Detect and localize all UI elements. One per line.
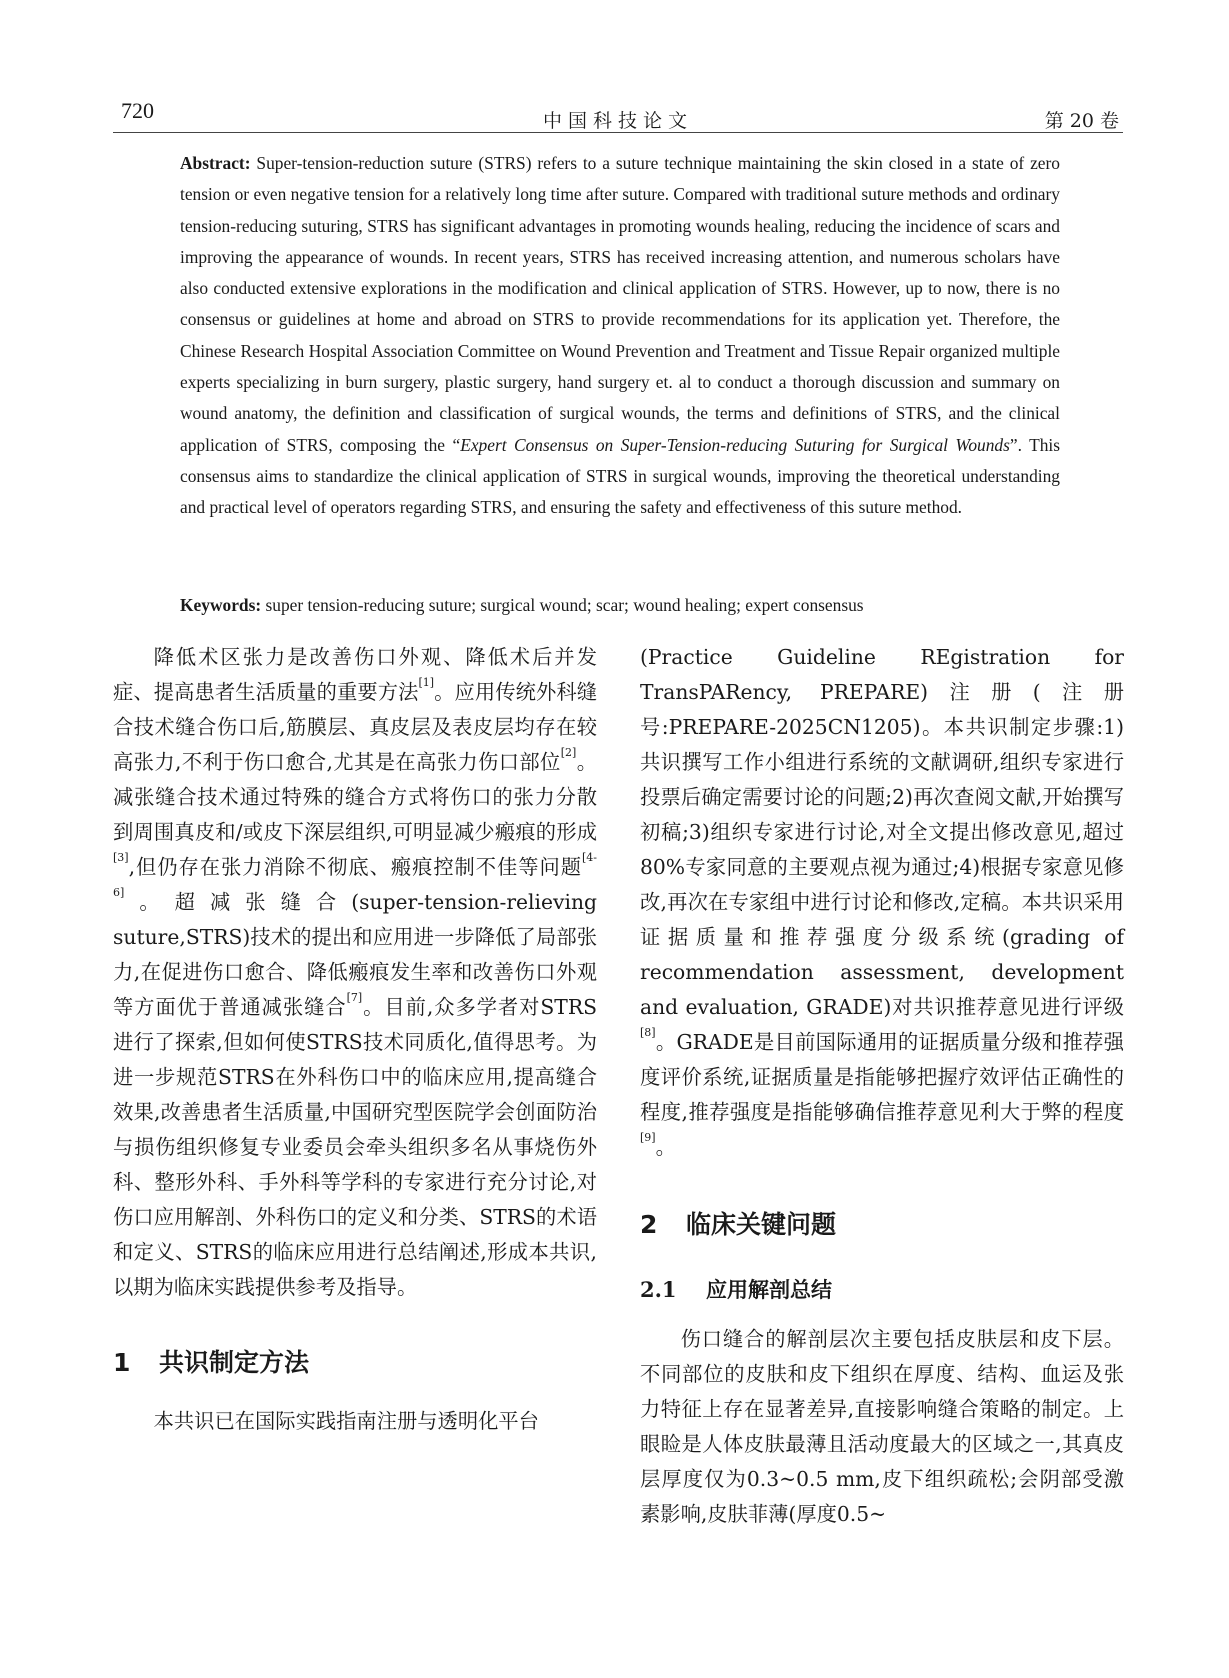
section1-paragraph: 本共识已在国际实践指南注册与透明化平台 xyxy=(153,1409,539,1433)
intro-text-e: 。超减张缝合(super-tension-relieving suture,STRS)技术的提出和应用进一步降低了局部张力,在促进伤口愈合、降低瘢痕发生率和改善伤口外观等方面优于普通减张缝合 xyxy=(113,890,597,1019)
anatomy-paragraph: 伤口缝合的解剖层次主要包括皮肤层和皮下层。不同部位的皮肤和皮下组织在厚度、结构、血运及张力特征上存在显著差异,直接影响缝合策略的制定。上眼睑是人体皮肤最薄且活动度最大的区域之一,其真皮层厚度仅为0.3~0.5 mm,皮下组织疏松;会阴部受激素影响,皮肤菲薄(厚度0.5~ xyxy=(640,1327,1124,1526)
intro-text-d: ,但仍存在张力消除不彻底、瘢痕控制不佳等问题 xyxy=(128,855,582,879)
page-number: 720 xyxy=(121,98,154,123)
citation: [1] xyxy=(418,676,435,689)
citation: [7] xyxy=(346,991,363,1004)
section-heading-1 xyxy=(113,1345,597,1380)
intro-text-b: 。应用传统外科缝合技术缝合伤口后,筋膜层、真皮层及表皮层均存在较高张力,不利于伤口愈合,尤其是在高张力伤口部位 xyxy=(113,680,597,774)
section-number: 1 xyxy=(113,1348,131,1377)
abstract-text-2: ”. This consensus aims to standardize the clinical application of STRS in surgical wounds, improving the theoretical understanding and practical level of operators regarding STRS, and ensuring the safety and effectiveness of this suture method. xyxy=(180,434,1060,518)
section-title: 临床关键问题 xyxy=(686,1210,837,1239)
method-text-a: (Practice Guideline REgistration for TransPARency, PREPARE)注册(注册号:PREPARE-2025CN1205)。本共识制定步骤:1)共识撰写工作小组进行系统的文献调研,组织专家进行投票后确定需要讨论的问题;2)再次查阅文献,开始撰写初稿;3)组织专家进行讨论,对全文提出修改意见,超过80%专家同意的主要观点视为通过;4)根据专家意见修改,再次在专家组中进行讨论和修改,定稿。本共识采用证据质量和推荐强度分级系统(grading of recommendation assessment, development and evaluation, GRADE)对共识推荐意见进行评级 xyxy=(640,645,1124,1019)
intro-text-a: 降低术区张力是改善伤口外观、降低术后并发症、提高患者生活质量的重要方法 xyxy=(113,645,597,704)
citation: [4-6] xyxy=(113,851,597,899)
keywords-text: super tension-reducing suture; surgical wound; scar; wound healing; expert consensus xyxy=(261,595,864,615)
right-column xyxy=(640,640,1124,1532)
keywords-label: Keywords: xyxy=(180,595,262,615)
volume-label: 第 20 卷 xyxy=(1044,110,1119,132)
method-text-b: 。GRADE是目前国际通用的证据质量分级和推荐强度评价系统,证据质量是指能够把握疗效评估正确性的程度,推荐强度是指能够确信推荐意见利大于弊的程度 xyxy=(640,1030,1124,1124)
abstract-title-italic: Expert Consensus on Super-Tension-reducing Suturing for Surgical Wounds xyxy=(460,434,1010,455)
citation: [9] xyxy=(640,1131,656,1144)
abstract-label: Abstract: xyxy=(180,153,251,173)
citation: [2] xyxy=(560,746,577,759)
method-text-c: 。 xyxy=(655,1135,676,1159)
subsection-number: 2.1 xyxy=(640,1277,677,1302)
page-header xyxy=(113,92,1123,133)
intro-text-c: 。减张缝合技术通过特殊的缝合方式将伤口的张力分散到周围真皮和/或皮下深层组织,可明显减少瘢痕的形成 xyxy=(113,750,598,844)
subsection-title: 应用解剖总结 xyxy=(706,1278,832,1302)
abstract xyxy=(180,148,1060,524)
intro-text-f: 。目前,众多学者对STRS进行了探索,但如何使STRS技术同质化,值得思考。为进一步规范STRS在外科伤口中的临床应用,提高缝合效果,改善患者生活质量,中国研究型医院学会创面防治与损伤组织修复专业委员会牵头组织多名从事烧伤外科、整形外科、手外科等学科的专家进行充分讨论,对伤口应用解剖、外科伤口的定义和分类、STRS的术语和定义、STRS的临床应用进行总结阐述,形成本共识,以期为临床实践提供参考及指导。 xyxy=(113,995,597,1299)
intro-paragraph xyxy=(113,640,597,1305)
left-column xyxy=(113,640,597,1439)
subsection-heading-2-1 xyxy=(640,1272,1124,1308)
method-paragraph xyxy=(640,640,1124,1165)
citation: [3] xyxy=(113,851,129,864)
section-heading-2 xyxy=(640,1207,1124,1242)
section-title: 共识制定方法 xyxy=(159,1348,310,1377)
keywords xyxy=(180,590,1060,621)
section-number: 2 xyxy=(640,1210,658,1239)
citation: [8] xyxy=(640,1026,656,1039)
abstract-text-1: Super-tension-reduction suture (STRS) refers to a suture technique maintaining the skin closed in a state of zero tension or even negative tension for a relatively long time after suture. Compared with traditional suture methods and ordinary tension-reducing suturing, STRS has significant advantages in promoting wounds healing, reducing the incidence of scars and improving the appearance of wounds. In recent years, STRS has received increasing attention, and numerous scholars have also conducted extensive explorations in the modification and clinical application of STRS. However, up to now, there is no consensus or guidelines at home and abroad on STRS to provide recommendations for its application yet. Therefore, the Chinese Research Hospital Association Committee on Wound Prevention and Treatment and Tissue Repair organized multiple experts specializing in burn surgery, plastic surgery, hand surgery et. al to conduct a thorough discussion and summary on wound anatomy, the definition and classification of surgical wounds, the terms and definitions of STRS, and the clinical application of STRS, composing the “ xyxy=(180,153,1060,455)
journal-title: 中国科技论文 xyxy=(542,110,693,132)
